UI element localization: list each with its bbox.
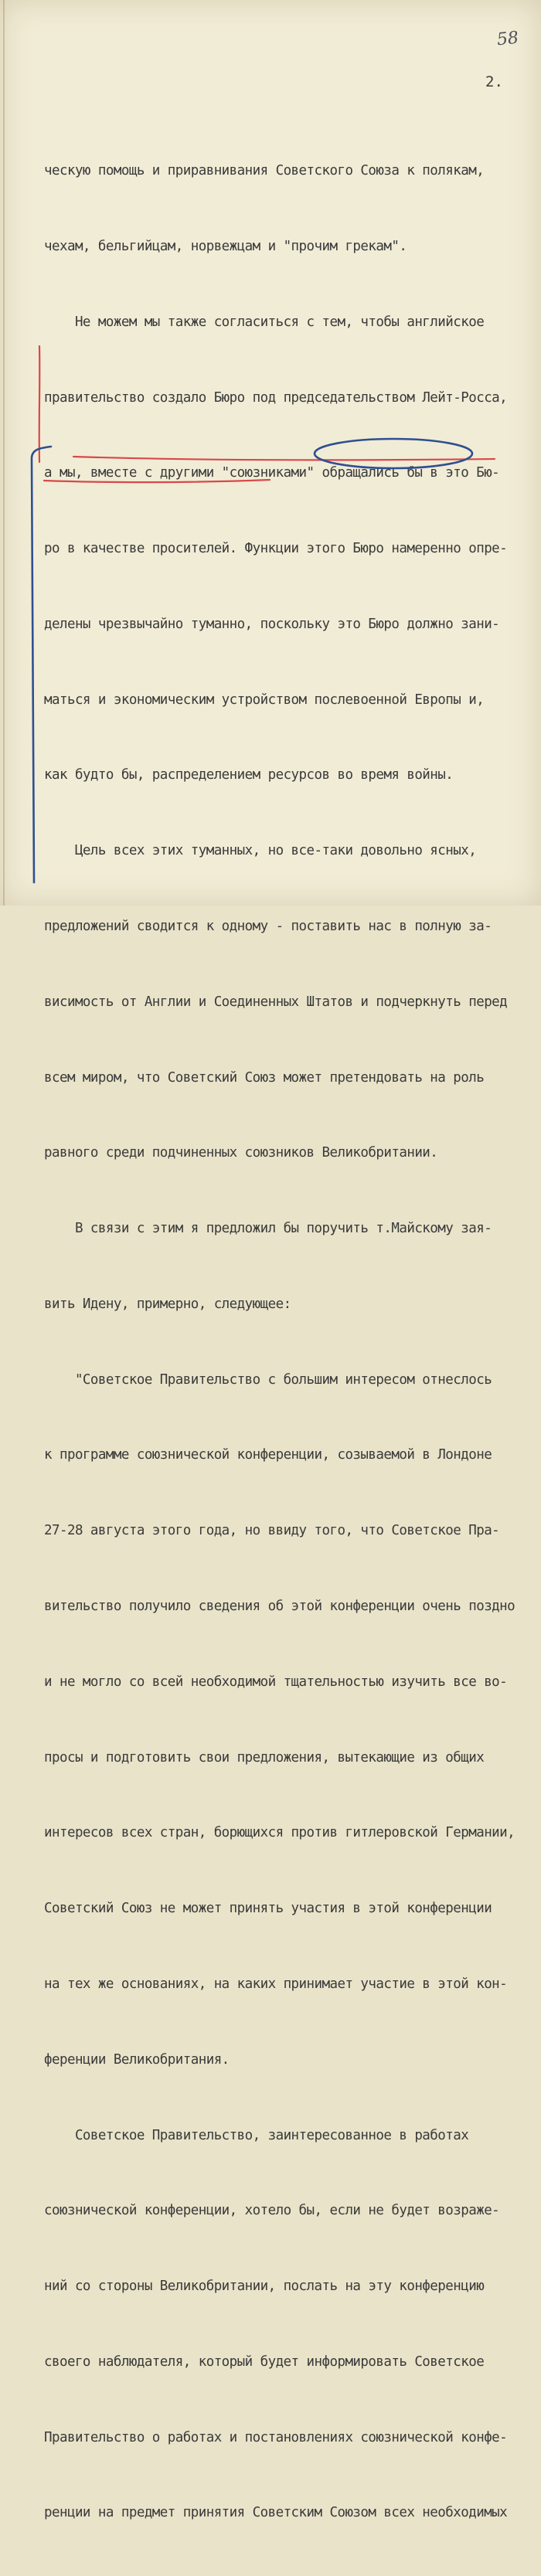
- text-line: Цель всех этих туманных, но все-таки довольно ясных,: [44, 843, 477, 859]
- page-fold-edge: [3, 0, 5, 906]
- archive-folio-number: 58: [495, 28, 520, 50]
- text-line: вить Идену, примерно, следующее:: [44, 1296, 291, 1312]
- text-line: ческую помощь и приравнивания Советского Союза к полякам,: [44, 163, 485, 179]
- red-margin-line: [39, 346, 40, 462]
- text-line: делены чрезвычайно туманно, поскольку это Бюро должно зани-: [44, 616, 500, 632]
- page-number: 2.: [485, 73, 503, 90]
- text-line: союзнической конференции, хотело бы, если не будет возраже-: [44, 2203, 500, 2219]
- text-line: вительство получило сведения об этой конференции очень поздно: [44, 1599, 515, 1615]
- text-line: к программе союзнической конференции, созываемой в Лондоне: [44, 1447, 492, 1463]
- text-line: как будто бы, распределением ресурсов во время войны.: [44, 767, 454, 783]
- text-line: В связи с этим я предложил бы поручить т.Майскому зая-: [44, 1221, 492, 1237]
- text-line: ний со стороны Великобритании, послать на эту конференцию: [44, 2279, 485, 2295]
- text-line: 27-28 августа этого года, но ввиду того, что Советское Пра-: [44, 1523, 500, 1539]
- text-line: правительство создало Бюро под председательством Лейт-Росса,: [44, 389, 508, 406]
- text-line: Советский Союз не может принять участия в этой конференции: [44, 1901, 492, 1917]
- text-line: своего наблюдателя, который будет информировать Советское: [44, 2353, 485, 2370]
- text-line: и не могло со всей необходимой тщательностью изучить все во-: [44, 1674, 508, 1690]
- typed-body-text: [44, 108, 539, 2576]
- text-line: Правительство о работах и постановлениях союзнической конфе-: [44, 2429, 508, 2445]
- text-line: маться и экономическим устройством послевоенной Европы и,: [44, 692, 485, 708]
- text-line: ро в качестве просителей. Функции этого Бюро намеренно опре-: [44, 541, 508, 557]
- text-line: просы и подготовить свои предложения, вытекающие из общих: [44, 1749, 485, 1765]
- text-line: ференции Великобритания.: [44, 2051, 230, 2068]
- text-line: висимость от Англии и Соединенных Штатов и подчеркнуть перед: [44, 994, 508, 1010]
- text-line: на тех же основаниях, на каких принимает участие в этой кон-: [44, 1976, 508, 1992]
- text-line: чехам, бельгийцам, норвежцам и "прочим грекам".: [44, 238, 407, 254]
- text-line: "Советское Правительство с большим интересом отнеслось: [44, 1371, 492, 1388]
- text-line: предложений сводится к одному - поставить нас в полную за-: [44, 919, 492, 934]
- text-line: всем миром, что Советский Союз может претендовать на роль: [44, 1069, 485, 1086]
- text-line: Советское Правительство, заинтересованное в работах: [44, 2127, 469, 2143]
- text-line: Не можем мы также согласиться с тем, чтобы английское: [44, 314, 485, 330]
- text-line: интересов всех стран, борющихся против гитлеровской Германии,: [44, 1825, 515, 1841]
- text-line: а мы, вместе с другими "союзниками" обращались бы в это Бю-: [44, 465, 500, 481]
- text-line: ренции на предмет принятия Советским Союзом всех необходимых: [44, 2505, 508, 2521]
- text-line: равного среди подчиненных союзников Великобритании.: [44, 1145, 438, 1161]
